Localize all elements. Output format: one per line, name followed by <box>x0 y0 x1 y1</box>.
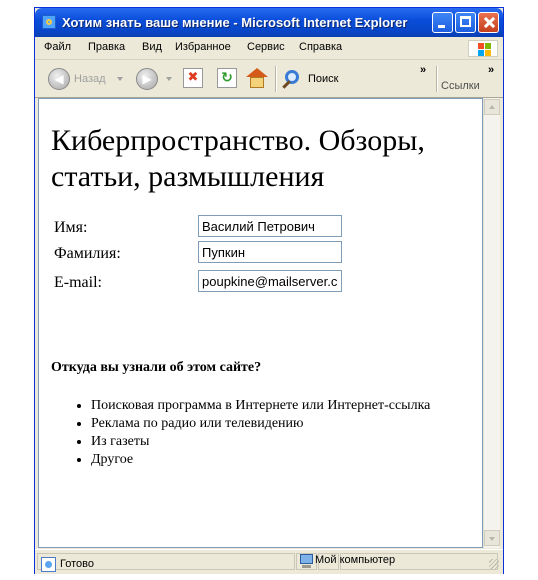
windows-logo-icon <box>468 40 498 57</box>
maximize-icon <box>460 16 471 27</box>
last-name-field[interactable] <box>198 241 342 263</box>
menu-bar <box>35 37 503 60</box>
scroll-down-button[interactable] <box>484 530 500 546</box>
status-section <box>37 553 295 570</box>
menu-tools[interactable]: Сервис <box>247 41 285 53</box>
status-text: Готово <box>60 558 94 570</box>
email-label: E-mail: <box>54 274 102 291</box>
back-button[interactable] <box>48 68 70 90</box>
menu-help[interactable]: Справка <box>299 41 343 53</box>
ie-icon <box>42 15 56 29</box>
title-bar[interactable] <box>35 8 503 37</box>
links-chevron[interactable]: » <box>488 64 495 76</box>
browser-window <box>34 7 504 574</box>
links-separator <box>436 66 438 92</box>
toolbar-chevron[interactable]: » <box>420 64 427 76</box>
back-icon: ◀ <box>54 72 64 86</box>
forward-icon: ▶ <box>142 72 152 86</box>
menu-edit[interactable]: Правка <box>88 41 126 53</box>
maximize-button[interactable] <box>455 12 476 33</box>
page-title: Киберпространство. Обзоры, статьи, размышления <box>51 124 425 193</box>
links-label[interactable]: Ссылки <box>441 80 480 92</box>
menu-favorites[interactable]: Избранное <box>175 41 231 53</box>
toolbar-separator <box>275 66 277 92</box>
list-item: • Реклама по радио или телевидению <box>91 415 441 433</box>
page-icon <box>41 557 56 572</box>
list-item: • Другое <box>91 451 441 469</box>
stop-icon: ✖ <box>187 70 199 85</box>
minimize-button[interactable] <box>432 12 453 33</box>
forward-dropdown-icon[interactable] <box>166 77 172 81</box>
refresh-icon: ↻ <box>221 70 233 86</box>
menu-file[interactable]: Файл <box>44 41 72 53</box>
forward-button[interactable] <box>136 68 158 90</box>
source-question: Откуда вы узнали об этом сайте? <box>51 360 262 375</box>
first-name-field[interactable] <box>198 215 342 237</box>
close-button[interactable] <box>478 12 499 33</box>
page-content <box>38 98 483 548</box>
email-field[interactable] <box>198 270 342 292</box>
source-options-list <box>91 397 441 469</box>
home-button[interactable] <box>246 68 268 88</box>
last-name-label: Фамилия: <box>54 245 121 262</box>
computer-icon <box>299 554 314 569</box>
status-bar <box>35 549 503 574</box>
first-name-label: Имя: <box>54 219 88 236</box>
vertical-scrollbar[interactable] <box>483 98 500 548</box>
minimize-icon <box>438 25 445 28</box>
scroll-up-button[interactable] <box>484 99 500 115</box>
search-label: Поиск <box>308 73 339 85</box>
resize-grip[interactable] <box>489 559 499 569</box>
stop-button[interactable] <box>183 68 203 88</box>
refresh-button[interactable] <box>217 68 237 88</box>
back-label: Назад <box>74 73 106 85</box>
back-dropdown-icon[interactable] <box>117 77 123 81</box>
list-item: • Из газеты <box>91 433 441 451</box>
standard-toolbar <box>35 60 503 98</box>
menu-view[interactable]: Вид <box>142 41 162 53</box>
window-title: Хотим знать ваше мнение - Microsoft Internet Explorer <box>62 15 408 30</box>
zone-text: Мой компьютер <box>315 554 396 566</box>
list-item: • Поисковая программа в Интернете или Интернет-ссылка <box>91 397 441 415</box>
